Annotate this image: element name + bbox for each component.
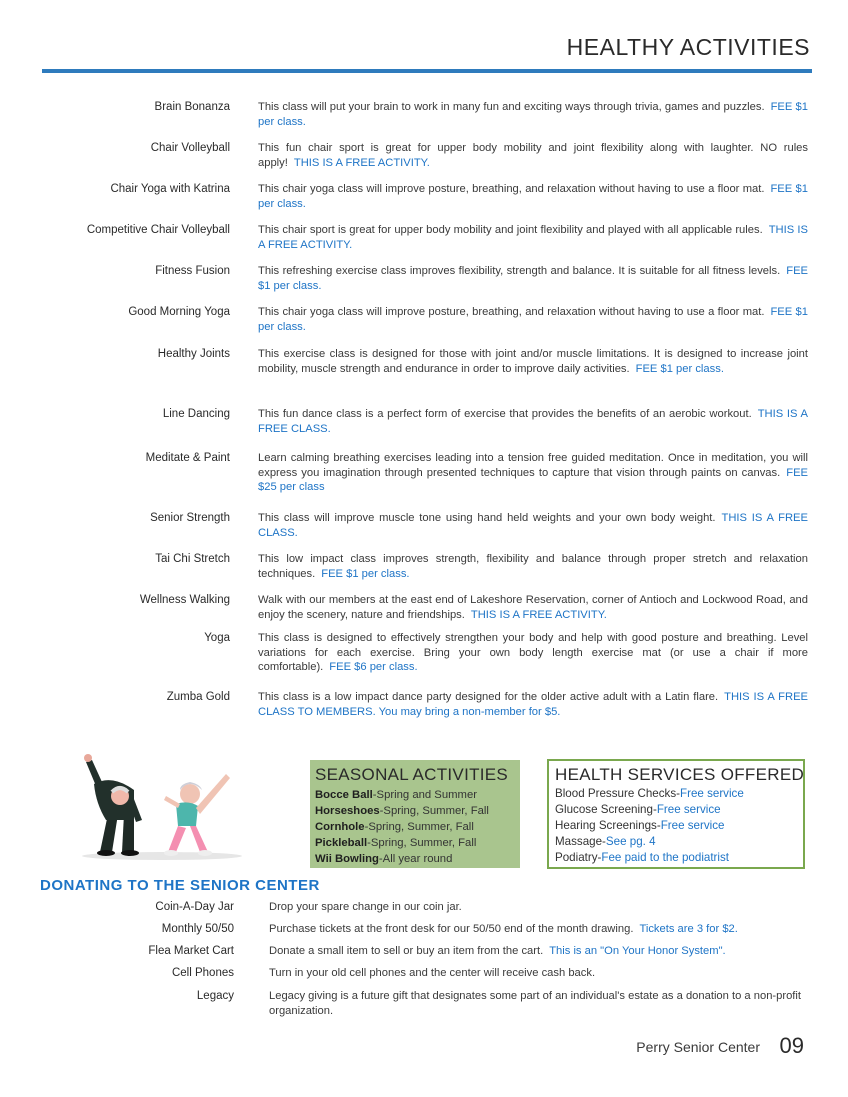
activity-name: Meditate & Paint xyxy=(145,452,230,464)
activity-name: Brain Bonanza xyxy=(154,101,230,113)
activity-name: Healthy Joints xyxy=(157,348,230,360)
woman-figure xyxy=(164,774,230,856)
health-service-item: Podiatry-Fee paid to the podiatrist xyxy=(555,851,730,864)
page-number: 09 xyxy=(779,1033,804,1058)
activity-name: Senior Strength xyxy=(150,512,230,524)
man-figure xyxy=(84,754,142,856)
donation-name: Coin-A-Day Jar xyxy=(155,901,234,913)
activity-fee: THIS IS A FREE ACTIVITY. xyxy=(258,224,808,251)
health-service-item: Blood Pressure Checks-Free service xyxy=(555,787,744,800)
donation-name: Flea Market Cart xyxy=(148,945,234,957)
activity-fee: THIS IS A FREE CLASS. xyxy=(258,512,808,539)
donation-description: Purchase tickets at the front desk for our 50/50 end of the month drawing. Tickets are 3 for $2. xyxy=(269,923,738,935)
activity-description: This class will put your brain to work in many fun and exciting ways through trivia, games and puzzles. FEE $1 per class. xyxy=(258,101,808,128)
health-services-box xyxy=(547,759,805,869)
activity-name: Good Morning Yoga xyxy=(128,306,230,318)
activity-name: Tai Chi Stretch xyxy=(155,553,230,565)
health-service-item: Hearing Screenings-Free service xyxy=(555,819,725,832)
activity-fee: THIS IS A FREE CLASS. xyxy=(258,408,808,435)
activity-fee: FEE $1 per class. xyxy=(635,362,724,375)
seasonal-item: Cornhole-Spring, Summer, Fall xyxy=(315,821,474,833)
seasonal-item: Bocce Ball-Spring and Summer xyxy=(315,789,477,801)
activity-description: This chair sport is great for upper body mobility and joint flexibility and played with all applicable rules. THIS IS A FREE ACTIVITY. xyxy=(258,224,808,251)
donation-description: Donate a small item to sell or buy an item from the cart. This is an "On Your Honor System". xyxy=(269,945,726,957)
seasonal-item: Horseshoes-Spring, Summer, Fall xyxy=(315,805,489,817)
activity-name: Yoga xyxy=(204,632,230,644)
donation-name: Legacy xyxy=(196,990,234,1002)
activity-name: Fitness Fusion xyxy=(155,265,230,277)
activity-description: This fun chair sport is great for upper body mobility and joint flexibility along with laughter. NO rules apply! THIS IS A FREE ACTIVITY. xyxy=(258,142,808,169)
footer-organization-name: Perry Senior Center xyxy=(636,1039,760,1055)
activity-description: This chair yoga class will improve posture, breathing, and relaxation without having to use a floor mat. FEE $1 per class. xyxy=(258,306,808,333)
health-service-item: Massage-See pg. 4 xyxy=(555,835,656,848)
activity-name: Zumba Gold xyxy=(166,691,230,703)
stretching-seniors-illustration xyxy=(72,744,242,862)
activity-fee: FEE $6 per class. xyxy=(329,661,418,674)
activity-fee: THIS IS A FREE CLASS TO MEMBERS. You may bring a non-member for $5. xyxy=(258,691,808,718)
activity-description: This refreshing exercise class improves flexibility, strength and balance. It is suitable for all fitness levels. FEE $1 per class. xyxy=(258,265,808,292)
title-divider xyxy=(42,69,812,73)
activity-fee: FEE $1 per class. xyxy=(258,306,808,333)
page-title: HEALTHY ACTIVITIES xyxy=(566,34,810,60)
health-service-item: Glucose Screening-Free service xyxy=(555,803,721,816)
donation-name: Cell Phones xyxy=(171,967,234,979)
seasonal-item: Pickleball-Spring, Summer, Fall xyxy=(315,837,477,849)
activity-fee: FEE $1 per class. xyxy=(258,265,808,292)
activity-description: Learn calming breathing exercises leading into a tension free guided meditation. Once in meditation, you will express you imagination through presented techniques to capture that vision through paints on canvas. FEE $25 per class xyxy=(258,452,808,494)
activity-fee: FEE $1 per class. xyxy=(258,183,808,210)
activity-fee: FEE $25 per class xyxy=(258,466,808,494)
activity-fee: FEE $1 per class. xyxy=(258,101,808,128)
activity-name: Competitive Chair Volleyball xyxy=(86,224,230,236)
donation-description: Drop your spare change in our coin jar. xyxy=(269,901,462,913)
activity-name: Chair Volleyball xyxy=(150,142,230,154)
activity-fee: FEE $1 per class. xyxy=(321,567,410,580)
activity-name: Line Dancing xyxy=(162,408,230,420)
activity-name: Wellness Walking xyxy=(139,594,230,606)
health-services-title: HEALTH SERVICES OFFERED xyxy=(555,765,805,784)
activity-description: This low impact class improves strength, flexibility and balance through proper stretch and relaxation techniques. FEE $1 per class. xyxy=(258,553,808,580)
seasonal-item: Wii Bowling-All year round xyxy=(315,853,453,865)
activity-description: This class is a low impact dance party designed for the older active adult with a Latin flare. THIS IS A FREE CLASS TO MEMBERS. You may bring a non-member for $5. xyxy=(258,691,808,718)
donation-name: Monthly 50/50 xyxy=(161,923,234,935)
activity-name: Chair Yoga with Katrina xyxy=(110,183,230,195)
seasonal-activities-box xyxy=(310,760,520,868)
activity-description: This fun dance class is a perfect form of exercise that provides the benefits of an aerobic workout. THIS IS A FREE CLASS. xyxy=(258,408,808,435)
activity-description: This class is designed to effectively strengthen your body and help with good posture and breathing. Level variations for each exercise. Bring your own body length exercise mat (or use a chair if more comfortable). FEE $6 per class. xyxy=(258,632,808,674)
donation-description: Turn in your old cell phones and the center will receive cash back. xyxy=(269,967,596,979)
activity-description: This class will improve muscle tone using hand held weights and your own body weight. THIS IS A FREE CLASS. xyxy=(258,512,808,539)
activity-description: This chair yoga class will improve posture, breathing, and relaxation without having to use a floor mat. FEE $1 per class. xyxy=(258,183,808,210)
activity-fee: THIS IS A FREE ACTIVITY. xyxy=(293,156,430,169)
seasonal-title: SEASONAL ACTIVITIES xyxy=(315,765,509,784)
activity-description: This exercise class is designed for those with joint and/or muscle limitations. It is designed to increase joint mobility, muscle strength and endurance in order to improve daily activities. FEE $1 per class. xyxy=(258,348,808,375)
donating-section-title: DONATING TO THE SENIOR CENTER xyxy=(40,877,320,894)
activity-description: Walk with our members at the east end of Lakeshore Reservation, corner of Antioch and Lockwood Road, and enjoy the scenery, nature and friendships. THIS IS A FREE ACTIVITY. xyxy=(258,594,808,621)
donation-description: Legacy giving is a future gift that designates some part of an individual's estate as a donation to a non-profit organization. xyxy=(269,990,802,1017)
activity-fee: THIS IS A FREE ACTIVITY. xyxy=(470,608,607,621)
